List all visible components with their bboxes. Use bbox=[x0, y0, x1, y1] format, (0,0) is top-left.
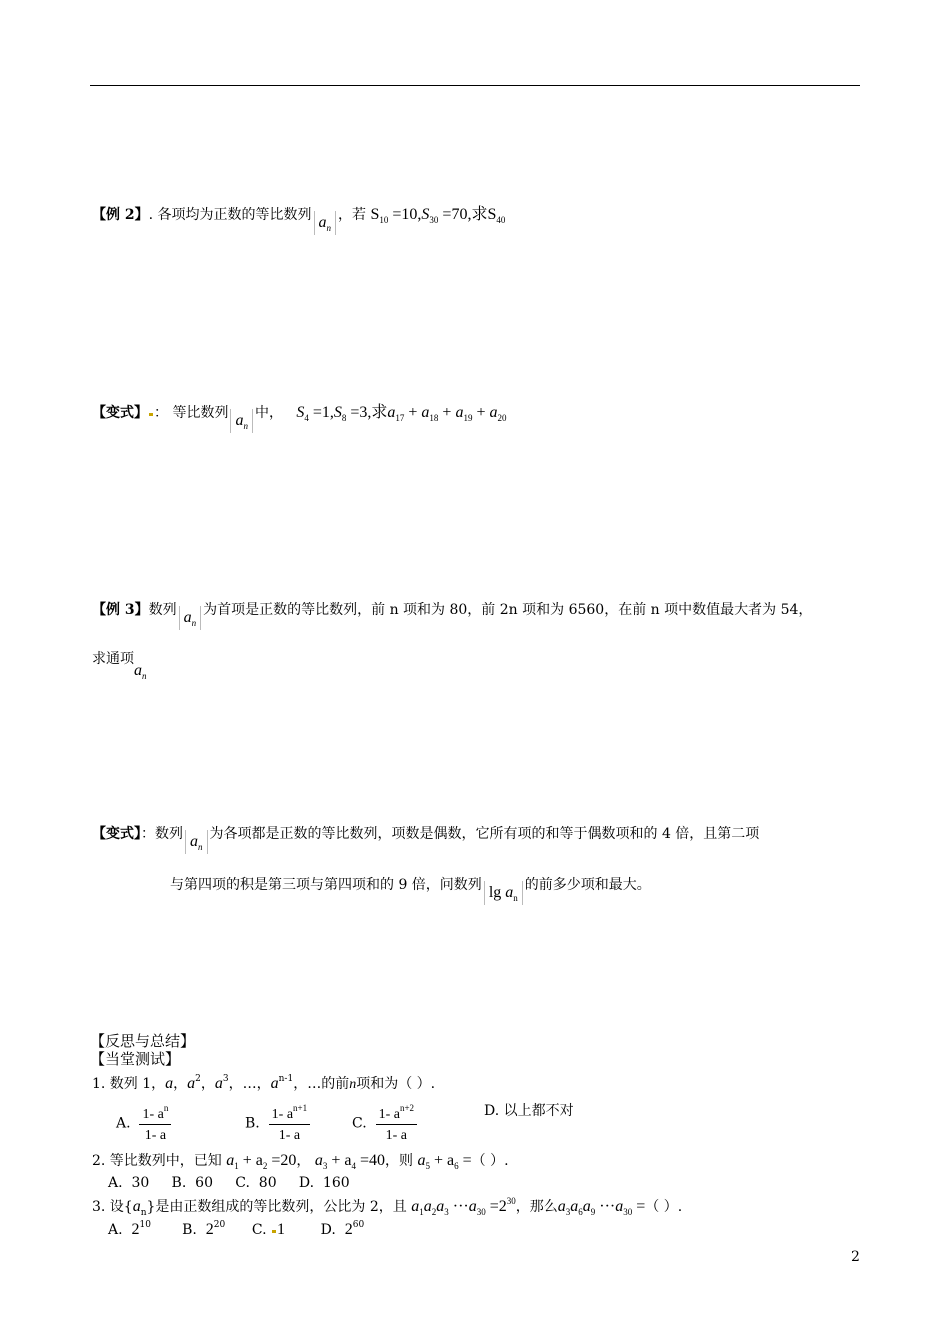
sequence-set: $a_n$ bbox=[314, 211, 337, 235]
example-2-text: . 各项均为正数的等比数列 bbox=[148, 207, 312, 223]
example-2-condition: $S_{10} =10,S_{30} =70$,求$S_{40}$ bbox=[370, 206, 506, 225]
example-3-line-2: 求通项$a_n$ bbox=[92, 651, 147, 681]
mark-icon bbox=[272, 1230, 276, 1233]
page-number: 2 bbox=[851, 1249, 860, 1265]
question-1: 1. 数列 1，a，$a^2$，$a^3$，…，$a^{n-1}$，…的前n项和为（ ）. bbox=[92, 1074, 436, 1092]
question-3-options: A. $2^{10}$ B. $2^{20}$ C. 1 D. $2^{60}$ bbox=[108, 1220, 365, 1238]
example-2 bbox=[92, 207, 505, 235]
fraction: $\frac{1- a^{n+2}}{1- a}$ bbox=[376, 1104, 417, 1143]
example-3-label: 【例 3】 bbox=[92, 602, 149, 618]
example-3: 【例 3】数列 $a_n$为首项是正数的等比数列，前 n 项和为 80，前 2n 项和为 6560，在前 n 项中数值最大者为 54， bbox=[92, 602, 813, 628]
sequence-set: $a_n$ bbox=[179, 606, 202, 630]
variant-2-label: 【变式】 bbox=[92, 826, 141, 842]
question-1-option-a: A. $\frac{1- a^n}{1- a}$ bbox=[116, 1104, 171, 1143]
question-3: 3. 设$\{a_n\}$是由正数组成的等比数列，公比为 2，且 $a_1a_2a_3 \cdot\cdot\cdot a_{30} =2^{30}$，那么$a_3a_6a_9 \cdot\cdot\cdot a_{30}$ =（ ）. bbox=[92, 1196, 683, 1218]
header-rule bbox=[90, 85, 860, 86]
example-3-text: 为首项是正数的等比数列，前 n 项和为 80，前 2n 项和为 6560，在前 n 项中数值最大者为 54， bbox=[203, 602, 813, 618]
variant-2: 【变式】：数列 $a_n$为各项都是正数的等比数列，项数是偶数，它所有项的和等于偶数项和的 4 倍，且第二项 bbox=[92, 826, 760, 852]
question-1-option-b: B. $\frac{1- a^{n+1}}{1- a}$ bbox=[245, 1104, 310, 1143]
summary-title: 【反思与总结】 bbox=[90, 1032, 196, 1050]
example-2-label: 【例 2】 bbox=[92, 207, 149, 223]
variant-1-condition: $S_4 =1,S_8 =3$,求$a_{17} + a_{18} + a_{19} + a_{20}$ bbox=[296, 404, 507, 423]
question-1-option-d: D. 以上都不对 bbox=[484, 1103, 574, 1119]
variant-1-text: 等比数列 bbox=[172, 405, 229, 421]
general-term: $a_n$ bbox=[134, 662, 147, 681]
variant-1-label: 【变式】 bbox=[92, 405, 148, 421]
log-sequence-set: $\lg a_n$ bbox=[484, 881, 523, 905]
question-2: 2. 等比数列中，已知 $a_1 + a_2 =20$， $a_3 + a_4 =40$，则 $a_5 + a_6$ =（ ）. bbox=[92, 1152, 509, 1171]
mark-icon bbox=[149, 413, 153, 416]
example-2-ruo: ，若 bbox=[338, 207, 367, 223]
question-2-options: A. 30 B. 60 C. 80 D. 160 bbox=[108, 1175, 350, 1191]
test-title: 【当堂测试】 bbox=[90, 1050, 181, 1068]
fraction: $\frac{1- a^n}{1- a}$ bbox=[139, 1104, 171, 1143]
variant-1: 【变式】 ： 等比数列 $a_n$中， $S_4 =1,S_8 =3$,求$a_{17} + a_{18} + a_{19} + a_{20}$ bbox=[92, 404, 507, 431]
fraction: $\frac{1- a^{n+1}}{1- a}$ bbox=[269, 1104, 310, 1143]
sequence-set: $a_n$ bbox=[185, 830, 208, 854]
sequence-set: $a_n$ bbox=[230, 409, 253, 433]
variant-2-text: 为各项都是正数的等比数列，项数是偶数，它所有项的和等于偶数项和的 4 倍，且第二项 bbox=[209, 826, 760, 842]
variant-2-line-2: 与第四项的积是第三项与第四项和的 9 倍，问数列 $\lg a_n$的前多少项和最大。 bbox=[170, 877, 651, 903]
question-1-option-c: C. $\frac{1- a^{n+2}}{1- a}$ bbox=[352, 1104, 417, 1143]
